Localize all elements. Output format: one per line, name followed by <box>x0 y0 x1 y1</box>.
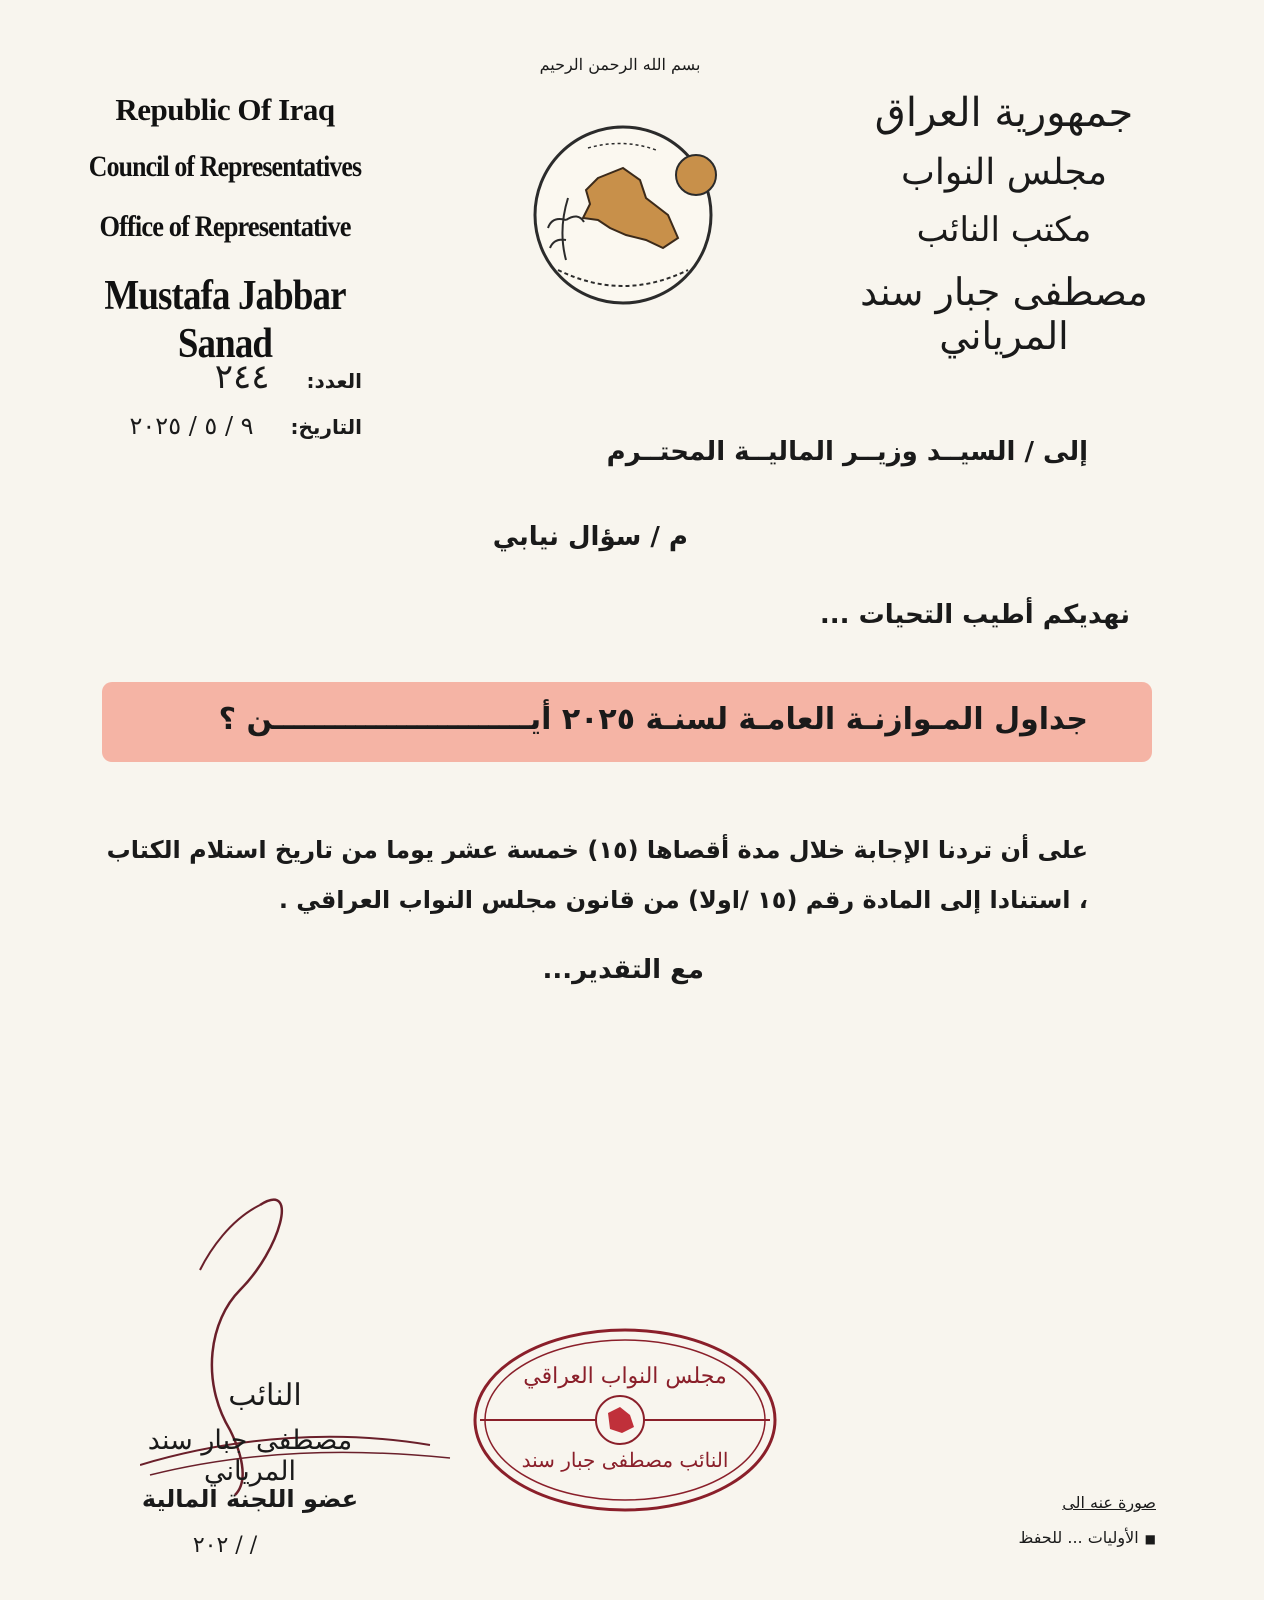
header-ar-council: مجلس النواب <box>900 152 1108 193</box>
signature-date: / / ٢٠٢ <box>192 1533 258 1558</box>
body-paragraph-line2: ، استنادا إلى المادة رقم (١٥ /اولا) من قانون مجلس النواب العراقي . <box>278 886 1088 914</box>
council-emblem-logo <box>528 120 718 310</box>
official-stamp <box>470 1325 780 1515</box>
header-ar-office: مكتب النائب <box>916 210 1092 250</box>
recipient-line: إلى / السيــد وزيــر الماليــة المحتــرم <box>606 437 1088 467</box>
copy-to-item-label: الأوليات ... للحفظ <box>1018 1528 1139 1547</box>
header-en-office: Office of Representative <box>99 210 351 243</box>
svg-text:النائب مصطفى جبار سند <box>522 1448 729 1472</box>
signatory-role: عضو اللجنة المالية <box>141 1485 359 1513</box>
subject-line: م / سؤال نيابي <box>492 522 688 552</box>
number-label: العدد: <box>306 369 362 393</box>
body-paragraph-line1: على أن تردنا الإجابة خلال مدة أقصاها (١٥) خمسة عشر يوما من تاريخ استلام الكتاب <box>106 836 1088 864</box>
signatory-title: النائب <box>228 1378 302 1413</box>
signatory-name: مصطفى جبار سند المرياني <box>147 1425 353 1487</box>
bullet-icon: ■ <box>1144 1532 1156 1546</box>
number-value: ٢٤٤ <box>214 357 270 397</box>
letter-date <box>62 412 362 440</box>
header-en-name: Mustafa Jabbar Sanad <box>104 273 346 367</box>
greeting-line: نهديكم أطيب التحيات ... <box>819 600 1130 630</box>
question-text: جداول المـوازنـة العامـة لسنـة ٢٠٢٥ أيـــــــــــــــــــــــــن ؟ <box>218 702 1088 737</box>
copy-to-item <box>1019 1528 1157 1547</box>
svg-text:مجلس النواب العراقي <box>523 1364 726 1389</box>
header-ar-name: مصطفى جبار سند المرياني <box>860 270 1148 358</box>
letter-number <box>62 357 362 397</box>
stamp-top-text: مجلس النواب العراقي <box>523 1364 727 1389</box>
date-label: التاريخ: <box>290 415 362 439</box>
header-en-republic: Republic Of Iraq <box>115 92 335 127</box>
bismillah: بسم الله الرحمن الرحيم <box>539 55 701 74</box>
copy-to-heading: صورة عنه الى <box>1062 1493 1156 1512</box>
stamp-bottom-text: النائب مصطفى جبار سند <box>521 1448 729 1472</box>
closing-regards: مع التقدير... <box>542 955 704 985</box>
header-en-council: Council of Representatives <box>88 150 362 183</box>
date-value: ٩ / ٥ / ٢٠٢٥ <box>129 412 254 440</box>
header-ar-republic: جمهورية العراق <box>874 90 1134 136</box>
